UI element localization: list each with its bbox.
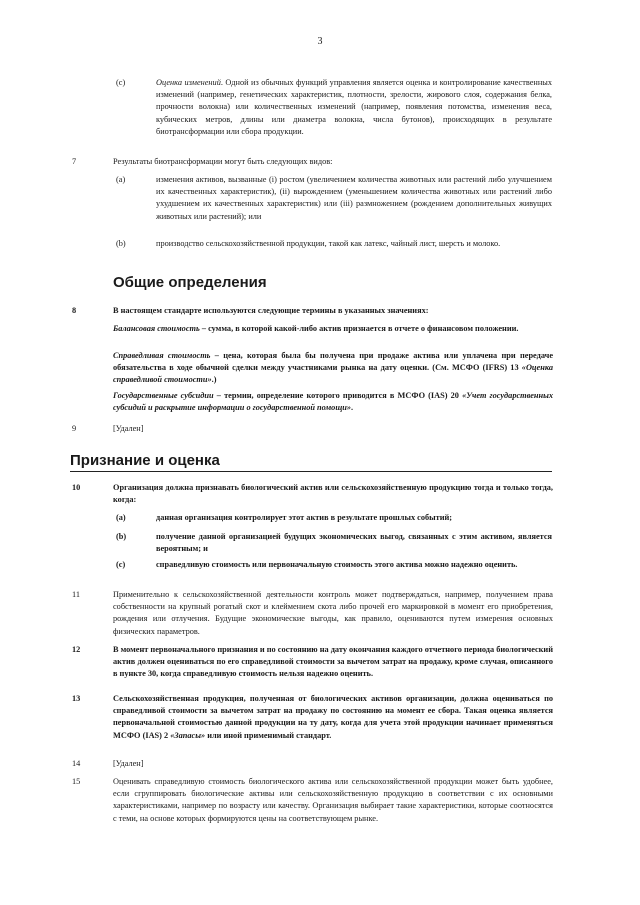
para9-text: [Удален] xyxy=(113,424,144,433)
para13-text xyxy=(113,693,553,742)
para13-end: или иной применимый стандарт. xyxy=(205,730,332,740)
paragraph-number: 12 xyxy=(72,645,81,654)
para10-text: Организация должна признавать биологический актив или сельскохозяйственную продукцию тогда и только тогда, когда: xyxy=(113,483,553,505)
para7-item-b: производство сельскохозяйственной продукции, такой как латекс, чайный лист, шерсть и молоко. xyxy=(156,239,501,248)
definition-end: . xyxy=(351,403,354,413)
standard-reference: «Учет государственных субсидий и раскрытие информации о государственной помощи» xyxy=(113,391,554,413)
para10-item-b: получение данной организацией будущих экономических выгод, связанных с этим активом, является вероятным; и xyxy=(156,532,552,554)
para14-text: [Удален] xyxy=(113,759,144,768)
paragraph-number: 15 xyxy=(72,777,81,786)
section-heading-recognition: Признание и оценка xyxy=(70,452,220,469)
paragraph-number: 7 xyxy=(72,157,77,166)
paragraph-number: 13 xyxy=(72,694,81,703)
item-label: (c) xyxy=(116,560,126,569)
item-label: (a) xyxy=(116,513,126,522)
standard-reference: «Оценка справедливой стоимости» xyxy=(113,363,553,385)
section-heading-general: Общие определения xyxy=(113,274,267,291)
definition-text: – термин, определение которого приводится в МСФО (IAS) 20 xyxy=(213,391,463,400)
definition-fair-value xyxy=(113,350,553,387)
paragraph-number: 9 xyxy=(72,424,77,433)
para8-intro: В настоящем стандарте используются следующие термины в указанных значениях: xyxy=(113,306,429,315)
para11-text: Применительно к сельскохозяйственной деятельности контроль может подтверждаться, например, получением права собственности на крупный рогатый скот и клеймением скота либо прочей его маркировкой в момент его приобретения, рождения или отлучения. Будущие экономические выгоды, как правило, оцениваются путем измерения основных физических параметров. xyxy=(113,590,553,636)
paragraph-number: 11 xyxy=(72,590,80,599)
item-c-text: . Одной из обычных функций управления является оценка и контролирование качественных изменений (например, генетических характеристик, плотности, зрелости, жирового слоя, содержания белка, прочности волокна) или количественных изменений (например, появления потомства, изменения веса, кубических метров, длины или диаметра волокна, числа бутонов), происходящих в результате биотрансформации или сбора продукции. xyxy=(156,78,552,136)
term: Государственные субсидии xyxy=(113,391,214,400)
para10-item-a: данная организация контролирует этот актив в результате прошлых событий; xyxy=(156,513,453,522)
para15-text: Оценивать справедливую стоимость биологического актива или сельскохозяйственной продукции может быть удобнее, если сгруппировать биологические активы или сельскохозяйственную продукцию в соответствии с их основными характеристиками, например по возрасту или качеству. Организация выбирает такие характеристики, которые соотносятся с теми, на основе которых формируются цены на соответствующем рынке. xyxy=(113,777,553,823)
standard-reference: «Запасы» xyxy=(170,730,206,740)
para7-item-a: изменения активов, вызванные (i) ростом (увеличением количества животных или растений либо улучшением их качественных характеристик), (ii) вырождением (уменьшением количества животных или растений либо ухудшением их качественных характеристик) или (iii) размножением (рождением дополнительных живущих животных или растений); или xyxy=(156,175,552,221)
term: Балансовая стоимость xyxy=(113,324,200,333)
item-label: (c) xyxy=(116,78,126,87)
paragraph-number: 8 xyxy=(72,306,77,315)
term: Оценка изменений xyxy=(156,78,221,87)
para7-text: Результаты биотрансформации могут быть следующих видов: xyxy=(113,157,333,166)
paragraph-number: 14 xyxy=(72,759,81,768)
definition-text: – цена, которая была бы получена при продаже актива или уплачена при передаче обязательства в ходе обычной сделки между участниками рынка на дату оценки. (См. МСФО (IFRS) 13 xyxy=(113,351,554,373)
item-label: (b) xyxy=(116,532,127,541)
item-label: (b) xyxy=(116,239,126,248)
item-c-paragraph xyxy=(156,77,552,138)
definition-end: .) xyxy=(211,375,217,385)
definition-government-grants xyxy=(113,390,553,414)
term: Справедливая стоимость xyxy=(113,351,211,360)
paragraph-number: 10 xyxy=(72,483,81,492)
definition-carrying-amount xyxy=(113,323,553,335)
para12-text: В момент первоначального признания и по состоянию на дату окончания каждого отчетного периода биологический актив должен оцениваться по его справедливой стоимости за вычетом затрат на продажу, кроме случая, описанного в пункте 30, когда справедливую стоимость нельзя надежно оценить. xyxy=(113,645,553,679)
definition-text: – сумма, в которой какой-либо актив признается в отчете о финансовом положении. xyxy=(199,324,519,333)
para13-main-text: Сельскохозяйственная продукция, полученная от биологических активов организации, должна оцениваться по справедливой стоимости за вычетом затрат на продажу по состоянию на момент ее сбора. Такая оценка является первоначальной стоимостью данной продукции на ту дату, когда для учета этой продукции начинает применяться МСФО (IAS) 2 xyxy=(113,694,553,740)
page-number: 3 xyxy=(317,36,323,47)
section-divider xyxy=(70,471,552,472)
item-label: (a) xyxy=(116,175,126,184)
para10-item-c: справедливую стоимость или первоначальную стоимость этого актива можно надежно оценить. xyxy=(156,560,518,569)
